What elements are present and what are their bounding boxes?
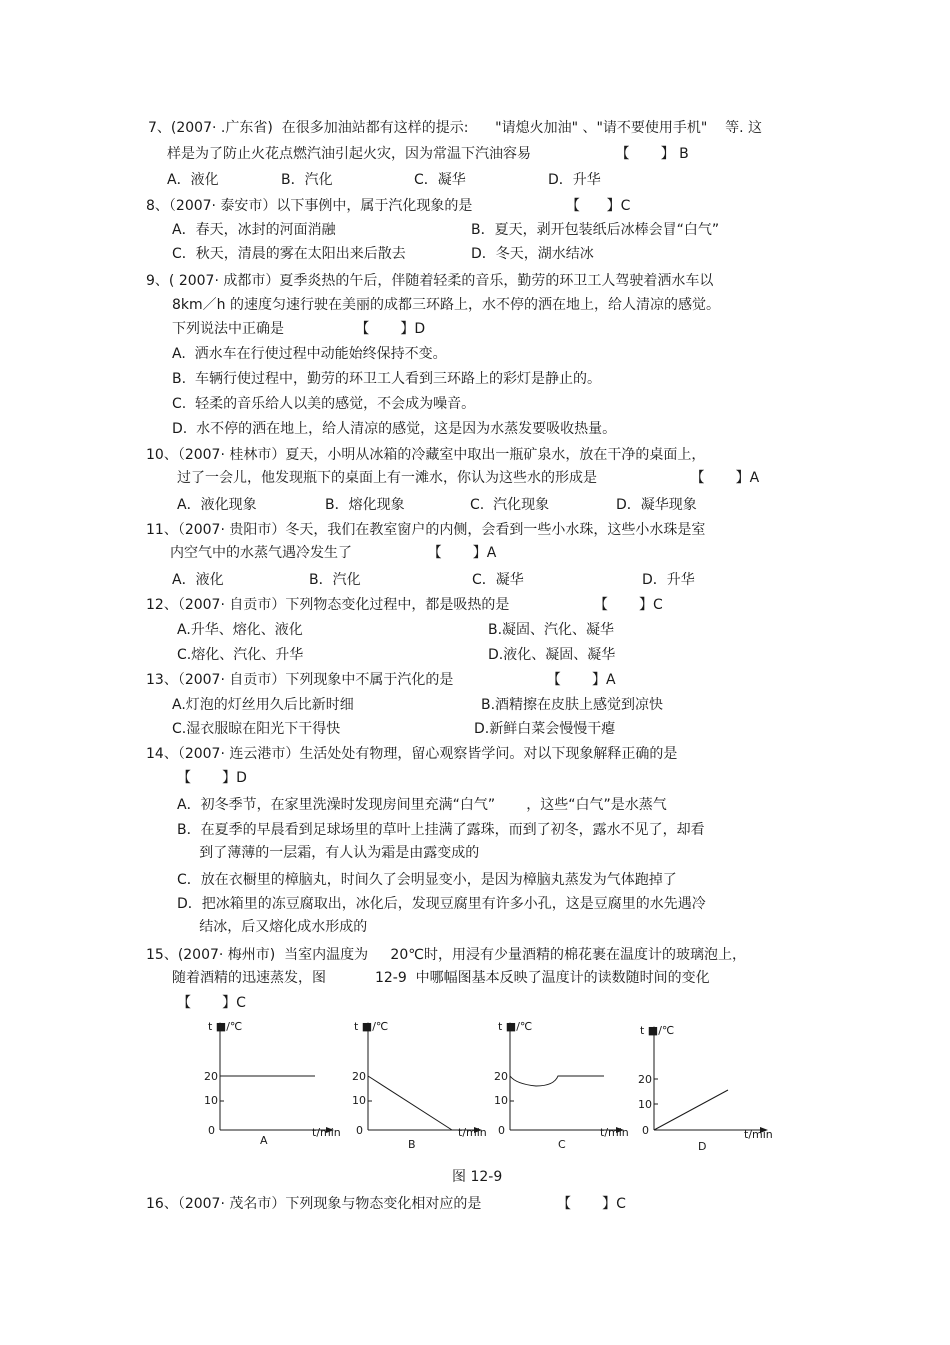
q9-option-d: D. 水不停的洒在地上，给人清凉的感觉，这是因为水蒸发要吸收热量。	[172, 421, 617, 437]
q16-line1: 16、（2007· 茂名市）下列现象与物态变化相对应的是 【 】C	[146, 1196, 626, 1212]
panel-a-label: A	[260, 1134, 268, 1147]
q14-option-b: B．在夏季的早晨看到足球场里的草叶上挂满了露珠，而到了初冬，露水不见了，却看	[177, 822, 705, 838]
graph-panel-a	[204, 1020, 341, 1147]
panel-b-y-axis-label: t ■/℃	[354, 1020, 389, 1033]
q9-option-a: A. 洒水车在行使过程中动能始终保持不变。	[172, 346, 447, 362]
q11-option-a: A．液化	[172, 572, 224, 588]
q10-option-a: A．液化现象	[177, 497, 257, 513]
q15-line2: 随着酒精的迅速蒸发，图 12-9 中哪幅图基本反映了温度计的读数随时间的变化	[172, 970, 710, 986]
figure-12-9-graphs	[190, 1018, 790, 1158]
q10-option-b: B．熔化现象	[325, 497, 405, 513]
graph-panel-d	[638, 1024, 773, 1153]
q8-option-a: A．春天，冰封的河面消融	[172, 222, 336, 238]
q11-line1: 11、（2007· 贵阳市）冬天，我们在教室窗户的内侧，会看到一些小水珠，这些小水珠是室	[146, 522, 706, 538]
q7-option-a: A．液化	[167, 172, 219, 188]
q11-option-b: B．汽化	[309, 572, 361, 588]
panel-c-label: C	[558, 1138, 566, 1151]
q11-option-c: C．凝华	[472, 572, 524, 588]
panel-b-label: B	[408, 1138, 416, 1151]
q8-line1: 8、（2007· 泰安市）以下事例中，属于汽化现象的是 【 】C	[146, 198, 631, 214]
panel-c-tick-20: 20	[494, 1070, 508, 1083]
q14-option-d-cont: 结冰，后又熔化成水形成的	[177, 919, 368, 935]
figure-12-9	[190, 1018, 790, 1158]
q11-option-d: D．升华	[642, 572, 695, 588]
panel-b-x-axis-label: t/min	[458, 1126, 487, 1139]
panel-a-tick-10: 10	[204, 1094, 218, 1107]
q13-option-b: B.酒精擦在皮肤上感觉到凉快	[481, 697, 664, 713]
panel-b-curve	[368, 1076, 452, 1130]
figure-caption: 图 12-9	[452, 1169, 503, 1185]
q9-line1: 9、( 2007· 成都市）夏季炎热的午后，伴随着轻柔的音乐，勤劳的环卫工人驾驶着洒水车以	[146, 273, 714, 289]
q14-option-d: D．把冰箱里的冻豆腐取出，冰化后，发现豆腐里有许多小孔，这是豆腐里的水先遇冷	[177, 896, 706, 912]
q14-option-c: C．放在衣橱里的樟脑丸，时间久了会明显变小，是因为樟脑丸蒸发为气体跑掉了	[177, 872, 677, 888]
panel-a-y-axis-label: t ■/℃	[208, 1020, 243, 1033]
q14-option-a: A．初冬季节，在家里洗澡时发现房间里充满“白气” ，这些“白气”是水蒸气	[177, 797, 667, 813]
q7-option-d: D．升华	[548, 172, 601, 188]
q9-option-b: B. 车辆行使过程中，勤劳的环卫工人看到三环路上的彩灯是静止的。	[172, 371, 601, 387]
q10-line2: 过了一会儿，他发现瓶下的桌面上有一滩水，你认为这些水的形成是 【 】A	[177, 470, 760, 486]
panel-c-tick-10: 10	[494, 1094, 508, 1107]
graph-panel-c	[494, 1020, 629, 1151]
panel-d-tick-0: 0	[642, 1124, 649, 1137]
q15-line3: 【 】C	[177, 995, 246, 1011]
q12-line1: 12、（2007· 自贡市）下列物态变化过程中，都是吸热的是 【 】C	[146, 597, 663, 613]
panel-d-tick-20: 20	[638, 1073, 652, 1086]
q13-option-a: A.灯泡的灯丝用久后比新时细	[172, 697, 354, 713]
q9-line2: 8km／h 的速度匀速行驶在美丽的成都三环路上，水不停的洒在地上，给人清凉的感觉。	[172, 297, 720, 313]
panel-c-curve	[510, 1076, 604, 1086]
panel-c-y-axis-label: t ■/℃	[498, 1020, 533, 1033]
panel-d-y-axis-label: t ■/℃	[640, 1024, 675, 1037]
q7-option-b: B．汽化	[281, 172, 333, 188]
panel-d-tick-10: 10	[638, 1098, 652, 1111]
panel-a-tick-0: 0	[208, 1124, 215, 1137]
q8-option-d: D．冬天，湖水结冰	[471, 246, 594, 262]
q7-line1: 7、(2007· .广东省) 在很多加油站都有这样的提示: "请熄火加油" 、"请不要使用手机" 等. 这	[148, 120, 763, 136]
panel-a-x-axis-label: t/min	[312, 1126, 341, 1139]
panel-d-curve	[654, 1090, 728, 1130]
q7-line2: 样是为了防止火花点燃汽油引起火灾，因为常温下汽油容易 【 】 B	[167, 146, 689, 162]
q13-option-d: D.新鲜白菜会慢慢干瘪	[474, 721, 616, 737]
q12-option-d: D.液化、凝固、凝华	[488, 647, 616, 663]
q12-option-a: A.升华、熔化、液化	[177, 622, 303, 638]
q13-line1: 13、（2007· 自贡市）下列现象中不属于汽化的是 【 】A	[146, 672, 616, 688]
q10-line1: 10、（2007· 桂林市）夏天，小明从冰箱的冷藏室中取出一瓶矿泉水，放在干净的桌面上，	[146, 447, 706, 463]
panel-d-x-axis-label: t/min	[744, 1128, 773, 1141]
q13-option-c: C.湿衣服晾在阳光下干得快	[172, 721, 341, 737]
q11-line2: 内空气中的水蒸气遇冷发生了 【 】A	[170, 545, 497, 561]
q7-option-c: C．凝华	[414, 172, 466, 188]
q10-option-c: C. 汽化现象	[470, 497, 550, 513]
q15-line1: 15、(2007· 梅州市) 当室内温度为 20℃时，用浸有少量酒精的棉花裹在温度计的玻璃泡上，	[146, 947, 746, 963]
q14-line1: 14、（2007· 连云港市）生活处处有物理，留心观察皆学问。对以下现象解释正确的是	[146, 746, 678, 762]
q9-line3: 下列说法中正确是 【 】D	[172, 321, 426, 337]
graph-panel-b	[352, 1020, 487, 1151]
q9-option-c: C. 轻柔的音乐给人以美的感觉，不会成为噪音。	[172, 396, 476, 412]
q14-option-b-cont: 到了薄薄的一层霜，有人认为霜是由露变成的	[177, 845, 480, 861]
panel-b-tick-20: 20	[352, 1070, 366, 1083]
q8-option-c: C．秋天，清晨的雾在太阳出来后散去	[172, 246, 406, 262]
q12-option-b: B.凝固、汽化、凝华	[488, 622, 615, 638]
panel-d-label: D	[698, 1140, 707, 1153]
q8-option-b: B．夏天，剥开包装纸后冰棒会冒“白气”	[471, 222, 720, 238]
q14-line2: 【 】D	[177, 770, 247, 786]
panel-c-tick-0: 0	[498, 1124, 505, 1137]
q12-option-c: C.熔化、汽化、升华	[177, 647, 304, 663]
panel-a-tick-20: 20	[204, 1070, 218, 1083]
panel-b-tick-0: 0	[356, 1124, 363, 1137]
panel-c-x-axis-label: t/min	[600, 1126, 629, 1139]
panel-b-tick-10: 10	[352, 1094, 366, 1107]
q10-option-d: D．凝华现象	[616, 497, 697, 513]
